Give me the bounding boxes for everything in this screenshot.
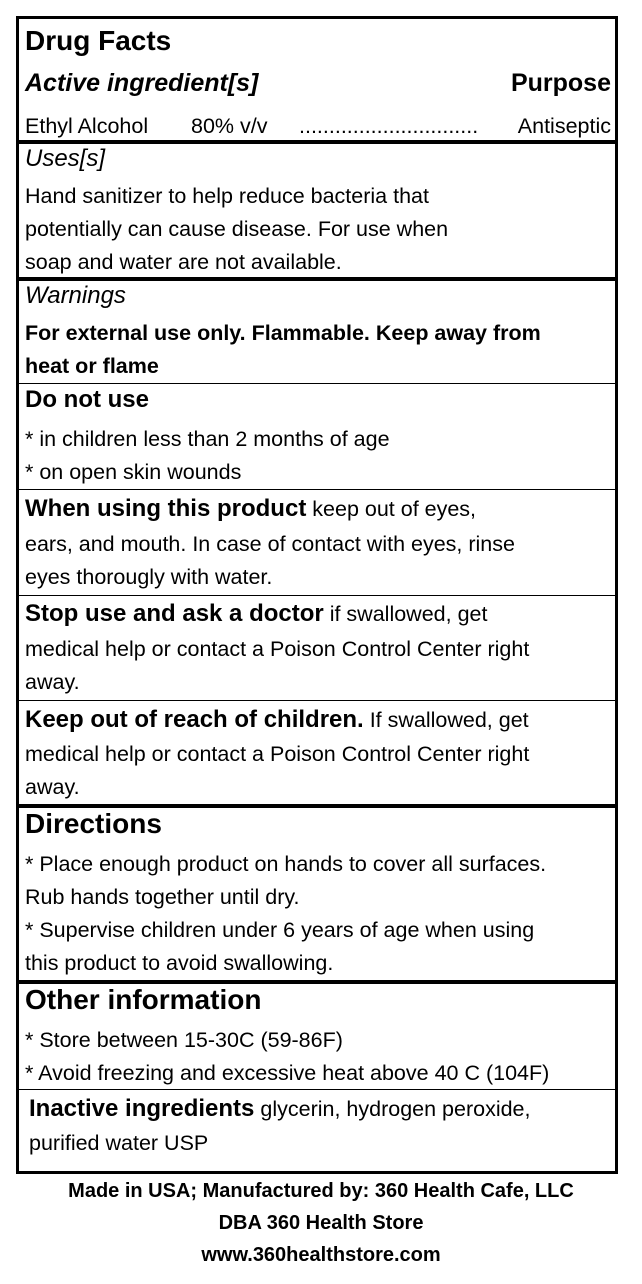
uses-line: Hand sanitizer to help reduce bacteria that bbox=[25, 184, 429, 208]
ingredient-name: Ethyl Alcohol bbox=[25, 114, 149, 138]
other-information-line: * Avoid freezing and excessive heat above 40 C (104F) bbox=[25, 1061, 550, 1085]
section-divider bbox=[19, 277, 615, 281]
when-using-line: eyes thorougly with water. bbox=[25, 565, 273, 589]
subsection-divider bbox=[19, 489, 615, 490]
subsection-divider bbox=[19, 700, 615, 701]
drug-facts-title: Drug Facts bbox=[25, 25, 172, 56]
footer-dba: DBA 360 Health Store bbox=[218, 1212, 424, 1234]
subsection-divider bbox=[19, 595, 615, 596]
section-divider bbox=[19, 140, 615, 144]
ingredient-amount: 80% v/v bbox=[191, 114, 268, 138]
other-information-heading: Other information bbox=[25, 984, 262, 1015]
when-using-heading: When using this product bbox=[25, 495, 307, 522]
active-ingredient-heading: Active ingredient[s] bbox=[25, 69, 259, 97]
warnings-heading: Warnings bbox=[25, 282, 126, 309]
uses-line: potentially can cause disease. For use when bbox=[25, 217, 449, 241]
directions-heading: Directions bbox=[25, 808, 162, 839]
inactive-ingredients-text: glycerin, hydrogen peroxide, bbox=[254, 1097, 531, 1121]
when-using-text: keep out of eyes, bbox=[306, 497, 477, 521]
do-not-use-item: * in children less than 2 months of age bbox=[25, 427, 390, 451]
keep-out-first-line bbox=[25, 703, 529, 737]
footer-manufacturer: Made in USA; Manufactured by: 360 Health Cafe, LLC bbox=[68, 1180, 574, 1202]
subsection-divider bbox=[19, 1089, 615, 1090]
keep-out-line: away. bbox=[25, 775, 80, 799]
inactive-first-line bbox=[29, 1092, 530, 1126]
do-not-use-heading: Do not use bbox=[25, 386, 149, 413]
directions-line: * Place enough product on hands to cover all surfaces. bbox=[25, 852, 547, 876]
ingredient-purpose: Antiseptic bbox=[517, 114, 611, 138]
uses-line: soap and water are not available. bbox=[25, 250, 342, 274]
directions-line: this product to avoid swallowing. bbox=[25, 951, 334, 975]
keep-out-heading: Keep out of reach of children. bbox=[25, 706, 364, 733]
uses-heading: Uses[s] bbox=[25, 145, 106, 172]
footer-website: www.360healthstore.com bbox=[201, 1244, 441, 1266]
stop-use-line: away. bbox=[25, 670, 80, 694]
subsection-divider bbox=[19, 383, 615, 384]
when-using-first-line bbox=[25, 492, 476, 526]
directions-line: * Supervise children under 6 years of age when using bbox=[25, 918, 535, 942]
warnings-line: heat or flame bbox=[25, 354, 159, 378]
inactive-ingredients-heading: Inactive ingredients bbox=[29, 1095, 255, 1122]
stop-use-text: if swallowed, get bbox=[323, 602, 488, 626]
purpose-heading: Purpose bbox=[510, 69, 611, 97]
stop-use-heading: Stop use and ask a doctor bbox=[25, 600, 324, 627]
stop-use-line: medical help or contact a Poison Control Center right bbox=[25, 637, 530, 661]
do-not-use-item: * on open skin wounds bbox=[25, 460, 242, 484]
keep-out-line: medical help or contact a Poison Control Center right bbox=[25, 742, 530, 766]
inactive-ingredients-line: purified water USP bbox=[29, 1131, 209, 1155]
drug-facts-panel bbox=[16, 16, 618, 1174]
warnings-line: For external use only. Flammable. Keep away from bbox=[25, 321, 541, 345]
other-information-line: * Store between 15-30C (59-86F) bbox=[25, 1028, 343, 1052]
directions-line: Rub hands together until dry. bbox=[25, 885, 300, 909]
keep-out-text: If swallowed, get bbox=[363, 708, 529, 732]
stop-use-first-line bbox=[25, 597, 487, 631]
ingredient-dot-leader: .............................. bbox=[299, 114, 479, 138]
when-using-line: ears, and mouth. In case of contact with eyes, rinse bbox=[25, 532, 515, 556]
